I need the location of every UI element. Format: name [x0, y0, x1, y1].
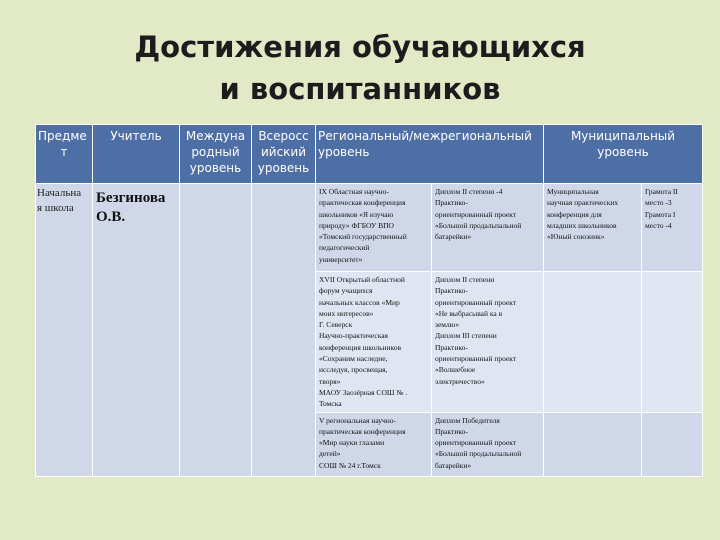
- header-subject: Предме т: [36, 125, 93, 184]
- cell-text-line: землю»: [435, 320, 460, 330]
- cell-text-line: Диплом III степени: [435, 331, 497, 341]
- cell-text-line: «Большой продальпальной: [435, 220, 522, 230]
- cell-text-line: детей»: [319, 449, 341, 459]
- cell-text-line: МАОУ Заозёрная СОШ № .: [319, 387, 408, 397]
- cell-text-line: форум учащихся: [319, 286, 373, 296]
- regional-event-cell: [316, 184, 432, 272]
- cell-text-line: младших школьников: [547, 220, 617, 230]
- cell-text-line: университет»: [319, 254, 363, 264]
- cell-text-line: СОШ № 24 г.Томск: [319, 460, 381, 470]
- cell-text-line: конференция школьников: [319, 342, 402, 352]
- cell-text-line: практическая конференция: [319, 426, 406, 436]
- municipal-award-cell: [642, 272, 703, 413]
- cell-text-line: Диплом Победителя: [435, 415, 500, 425]
- slide-title-line-1: Достижения обучающихся: [134, 30, 586, 64]
- cell-text-line: творя»: [319, 376, 341, 386]
- cell-text-line: электричество»: [435, 376, 485, 386]
- cell-text-line: «Томский государственный: [319, 232, 407, 242]
- cell-text-line: Диплом II степени -4: [435, 187, 503, 196]
- regional-event-cell: [316, 272, 432, 413]
- slide-title-line-2: и воспитанников: [219, 72, 501, 106]
- subject-cell: Начальна я школа: [36, 184, 93, 477]
- cell-text-line: природу» ФГБОУ ВПО: [319, 220, 394, 230]
- cell-text-line: Практико-: [435, 342, 468, 352]
- cell-text-line: батарейки»: [435, 460, 472, 470]
- cell-text-line: конференция для: [547, 209, 602, 219]
- municipal-award-cell: [642, 184, 703, 272]
- regional-event-cell: [316, 412, 432, 476]
- municipal-event-cell: [544, 272, 642, 413]
- cell-text-line: «Не выбрасывай ка в: [435, 308, 503, 318]
- header-regional: Региональный/межрегиональный уровень: [316, 125, 544, 184]
- cell-text-line: место -4: [645, 220, 672, 230]
- municipal-event-cell: [544, 184, 642, 272]
- cell-text-line: исследуя, просвещая,: [319, 365, 388, 375]
- cell-text-line: Практико-: [435, 198, 468, 208]
- cell-text-line: «Волшебное: [435, 365, 476, 375]
- cell-text-line: школьников «Я изучаю: [319, 209, 394, 219]
- international-cell: [180, 184, 252, 477]
- cell-text-line: ориентированный проект: [435, 438, 517, 448]
- cell-text-line: V региональная научно-: [319, 415, 397, 425]
- cell-text-line: Муниципальная: [547, 187, 599, 196]
- cell-text-line: научная практических: [547, 198, 619, 208]
- cell-text-line: практическая конференция: [319, 198, 406, 208]
- cell-text-line: Практико-: [435, 286, 468, 296]
- cell-text-line: Диплом II степени: [435, 275, 495, 284]
- cell-text-line: Грамота I: [645, 209, 676, 219]
- cell-text-line: «Мир науки глазами: [319, 438, 385, 448]
- cell-text-line: Научно-практическая: [319, 331, 389, 341]
- cell-text-line: «Сохраним наследие,: [319, 354, 388, 364]
- header-national: Всеросс ийский уровень: [252, 125, 316, 184]
- cell-text-line: XVII Открытый областной: [319, 275, 405, 284]
- slide-title: [0, 26, 720, 110]
- regional-award-cell: [432, 272, 544, 413]
- national-cell: [252, 184, 316, 477]
- cell-text-line: ориентированный проект: [435, 354, 517, 364]
- cell-text-line: начальных классов «Мир: [319, 297, 400, 307]
- cell-text-line: Грамота II: [645, 187, 678, 196]
- cell-text-line: батарейки»: [435, 232, 472, 242]
- header-international: Междуна родный уровень: [180, 125, 252, 184]
- cell-text-line: моих интересов»: [319, 308, 374, 318]
- cell-text-line: «Большой продальпальной: [435, 449, 522, 459]
- cell-text-line: ориентированный проект: [435, 209, 517, 219]
- table-row: [36, 184, 703, 272]
- regional-award-cell: [432, 412, 544, 476]
- header-municipal: Муниципальный уровень: [544, 125, 703, 184]
- cell-text-line: «Юный союзник»: [547, 232, 605, 242]
- header-row: [36, 125, 703, 184]
- cell-text-line: место -3: [645, 198, 672, 208]
- teacher-cell: Безгинова О.В.: [93, 184, 180, 477]
- cell-text-line: Томска: [319, 399, 342, 409]
- municipal-event-cell: [544, 412, 642, 476]
- cell-text-line: IX Областная научно-: [319, 187, 389, 196]
- cell-text-line: ориентированный проект: [435, 297, 517, 307]
- achievements-table: [35, 124, 703, 477]
- cell-text-line: Г. Северск: [319, 320, 353, 330]
- regional-award-cell: [432, 184, 544, 272]
- cell-text-line: Практико-: [435, 426, 468, 436]
- cell-text-line: педагогический: [319, 243, 370, 253]
- municipal-award-cell: [642, 412, 703, 476]
- header-teacher: Учитель: [93, 125, 180, 184]
